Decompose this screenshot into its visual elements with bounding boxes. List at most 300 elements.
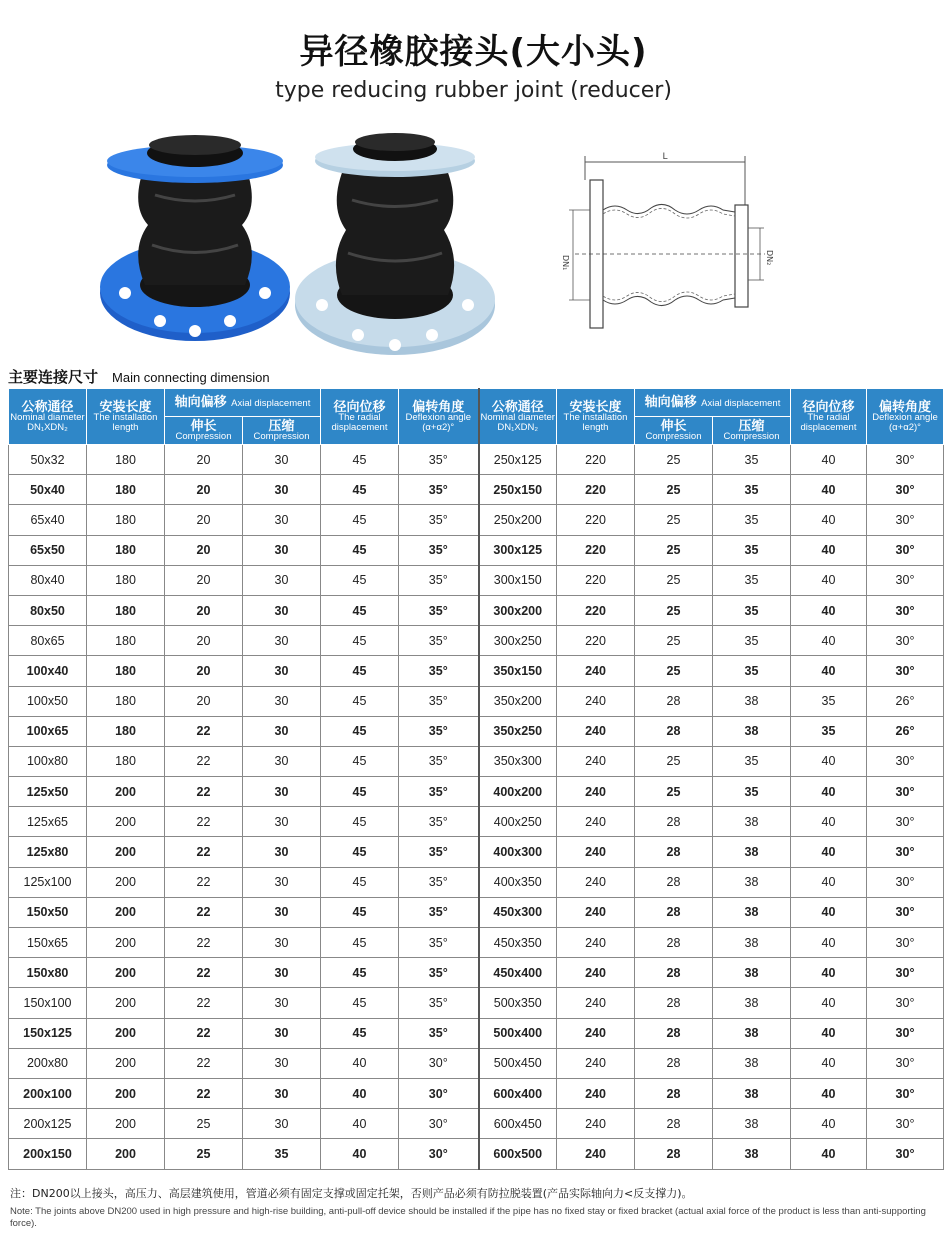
table-cell: 40 [791, 837, 867, 867]
table-cell: 22 [165, 1018, 243, 1048]
table-cell: 35 [713, 445, 791, 475]
table-cell: 200x80 [9, 1048, 87, 1078]
table-cell: 35° [399, 837, 479, 867]
table-cell: 30 [243, 656, 321, 686]
table-cell: 180 [87, 505, 165, 535]
table-cell: 38 [713, 1048, 791, 1078]
table-cell: 26° [867, 716, 944, 746]
table-cell: 30 [243, 445, 321, 475]
table-cell: 200 [87, 1048, 165, 1078]
table-cell: 200 [87, 837, 165, 867]
table-cell: 200x150 [9, 1139, 87, 1169]
table-cell: 28 [635, 1048, 713, 1078]
table-row [9, 716, 944, 746]
table-cell: 180 [87, 746, 165, 776]
table-cell: 30 [243, 626, 321, 656]
table-cell: 150x100 [9, 988, 87, 1018]
table-cell: 35° [399, 988, 479, 1018]
table-cell: 100x65 [9, 716, 87, 746]
table-cell: 22 [165, 807, 243, 837]
table-cell: 30 [243, 807, 321, 837]
table-cell: 28 [635, 1078, 713, 1108]
table-cell: 200 [87, 958, 165, 988]
table-cell: 220 [557, 595, 635, 625]
table-cell: 40 [791, 1018, 867, 1048]
table-cell: 25 [635, 595, 713, 625]
table-row [9, 777, 944, 807]
table-cell: 40 [791, 565, 867, 595]
table-row [9, 595, 944, 625]
table-cell: 28 [635, 928, 713, 958]
table-cell: 22 [165, 1048, 243, 1078]
table-cell: 20 [165, 565, 243, 595]
table-cell: 250x150 [479, 475, 557, 505]
table-cell: 28 [635, 837, 713, 867]
table-cell: 45 [321, 716, 399, 746]
table-cell: 45 [321, 928, 399, 958]
table-cell: 25 [635, 746, 713, 776]
table-cell: 20 [165, 656, 243, 686]
table-cell: 20 [165, 505, 243, 535]
table-cell: 100x80 [9, 746, 87, 776]
table-cell: 40 [791, 958, 867, 988]
table-cell: 40 [321, 1139, 399, 1169]
table-cell: 30° [867, 1018, 944, 1048]
table-cell: 500x450 [479, 1048, 557, 1078]
table-cell: 200 [87, 1078, 165, 1108]
table-cell: 30° [867, 958, 944, 988]
table-row [9, 897, 944, 927]
header-extension: 伸长 Compression [165, 417, 243, 445]
table-cell: 30° [867, 746, 944, 776]
table-row [9, 656, 944, 686]
table-cell: 220 [557, 475, 635, 505]
dn2-label: DN₂ [765, 250, 774, 266]
table-cell: 30° [867, 928, 944, 958]
table-cell: 400x200 [479, 777, 557, 807]
table-cell: 30 [243, 535, 321, 565]
table-cell: 100x40 [9, 656, 87, 686]
table-cell: 35 [713, 505, 791, 535]
table-cell: 38 [713, 807, 791, 837]
table-cell: 30 [243, 928, 321, 958]
table-cell: 30° [867, 505, 944, 535]
dimension-table [8, 388, 944, 1170]
table-cell: 150x50 [9, 897, 87, 927]
header-dn: 公称通径 Nominal diameter DN₁XDN₂ [9, 389, 87, 445]
table-cell: 35° [399, 1018, 479, 1048]
table-cell: 240 [557, 1048, 635, 1078]
table-cell: 600x500 [479, 1139, 557, 1169]
table-cell: 22 [165, 928, 243, 958]
table-cell: 500x350 [479, 988, 557, 1018]
table-row [9, 807, 944, 837]
table-cell: 240 [557, 1078, 635, 1108]
table-cell: 20 [165, 445, 243, 475]
table-cell: 22 [165, 746, 243, 776]
table-cell: 38 [713, 1109, 791, 1139]
table-row [9, 1018, 944, 1048]
table-cell: 30° [399, 1139, 479, 1169]
header-angle: 偏转角度 Deflexion angle (α+α2)° [399, 389, 479, 445]
table-row [9, 475, 944, 505]
table-cell: 28 [635, 1018, 713, 1048]
table-cell: 350x150 [479, 656, 557, 686]
table-cell: 450x400 [479, 958, 557, 988]
table-cell: 240 [557, 958, 635, 988]
table-cell: 35 [713, 475, 791, 505]
table-cell: 45 [321, 746, 399, 776]
table-cell: 200 [87, 777, 165, 807]
table-cell: 180 [87, 656, 165, 686]
table-cell: 150x65 [9, 928, 87, 958]
table-cell: 38 [713, 686, 791, 716]
table-cell: 30° [867, 475, 944, 505]
table-cell: 25 [635, 777, 713, 807]
header-radial: 径向位移 The radial displacement [321, 389, 399, 445]
table-cell: 30 [243, 505, 321, 535]
table-cell: 35 [791, 686, 867, 716]
table-cell: 40 [321, 1109, 399, 1139]
table-cell: 45 [321, 626, 399, 656]
table-cell: 25 [165, 1139, 243, 1169]
table-cell: 80x50 [9, 595, 87, 625]
table-cell: 22 [165, 716, 243, 746]
table-cell: 45 [321, 897, 399, 927]
table-cell: 30° [867, 988, 944, 1018]
table-cell: 28 [635, 1139, 713, 1169]
page-subtitle: type reducing rubber joint (reducer) [275, 78, 672, 103]
table-cell: 150x80 [9, 958, 87, 988]
table-cell: 35° [399, 626, 479, 656]
table-cell: 240 [557, 867, 635, 897]
length-label: L [662, 152, 668, 162]
table-cell: 125x50 [9, 777, 87, 807]
table-cell: 35° [399, 565, 479, 595]
table-cell: 40 [791, 595, 867, 625]
table-cell: 45 [321, 656, 399, 686]
table-cell: 200 [87, 897, 165, 927]
table-cell: 180 [87, 475, 165, 505]
table-cell: 30 [243, 867, 321, 897]
table-body [9, 445, 944, 1170]
table-cell: 30° [867, 595, 944, 625]
table-cell: 40 [791, 505, 867, 535]
table-cell: 40 [321, 1048, 399, 1078]
table-cell: 22 [165, 897, 243, 927]
table-cell: 50x32 [9, 445, 87, 475]
table-cell: 30 [243, 1018, 321, 1048]
table-cell: 45 [321, 837, 399, 867]
table-cell: 28 [635, 988, 713, 1018]
table-cell: 38 [713, 897, 791, 927]
table-row [9, 867, 944, 897]
table-cell: 300x200 [479, 595, 557, 625]
table-cell: 40 [791, 475, 867, 505]
table-cell: 35° [399, 475, 479, 505]
table-cell: 40 [321, 1078, 399, 1108]
table-cell: 35 [713, 565, 791, 595]
table-cell: 35° [399, 777, 479, 807]
table-cell: 350x200 [479, 686, 557, 716]
page-title: 异径橡胶接头(大小头) [299, 32, 648, 72]
table-cell: 30 [243, 897, 321, 927]
table-cell: 180 [87, 716, 165, 746]
header-compression: 压缩 Compression [243, 417, 321, 445]
section-title-en: Main connecting dimension [112, 370, 270, 385]
table-cell: 30 [243, 475, 321, 505]
table-cell: 200 [87, 807, 165, 837]
table-cell: 20 [165, 626, 243, 656]
table-cell: 38 [713, 988, 791, 1018]
table-cell: 30° [867, 867, 944, 897]
table-cell: 20 [165, 686, 243, 716]
table-cell: 35° [399, 746, 479, 776]
header-angle-2: 偏转角度 Deflexion angle (α+α2)° [867, 389, 944, 445]
table-cell: 28 [635, 686, 713, 716]
table-cell: 22 [165, 837, 243, 867]
table-cell: 25 [635, 565, 713, 595]
table-cell: 30° [399, 1048, 479, 1078]
header-axial: 轴向偏移 Axial displacement [165, 389, 321, 417]
table-cell: 22 [165, 777, 243, 807]
table-cell: 45 [321, 958, 399, 988]
table-cell: 38 [713, 1018, 791, 1048]
table-cell: 30 [243, 1048, 321, 1078]
table-cell: 35° [399, 686, 479, 716]
section-heading [8, 366, 270, 387]
header-axial-2: 轴向偏移 Axial displacement [635, 389, 791, 417]
table-cell: 30° [867, 535, 944, 565]
table-cell: 40 [791, 807, 867, 837]
table-cell: 20 [165, 595, 243, 625]
table-cell: 240 [557, 837, 635, 867]
table-cell: 80x65 [9, 626, 87, 656]
table-cell: 38 [713, 867, 791, 897]
header-length-2: 安装长度 The installation length [557, 389, 635, 445]
table-cell: 350x250 [479, 716, 557, 746]
table-cell: 25 [635, 505, 713, 535]
table-cell: 35° [399, 897, 479, 927]
table-cell: 35 [791, 716, 867, 746]
table-row [9, 958, 944, 988]
table-cell: 400x250 [479, 807, 557, 837]
table-cell: 38 [713, 1139, 791, 1169]
table-cell: 45 [321, 595, 399, 625]
table-cell: 35° [399, 807, 479, 837]
table-row [9, 565, 944, 595]
table-cell: 28 [635, 807, 713, 837]
table-cell: 40 [791, 777, 867, 807]
table-cell: 240 [557, 746, 635, 776]
table-row [9, 928, 944, 958]
table-cell: 40 [791, 626, 867, 656]
table-cell: 30 [243, 595, 321, 625]
table-cell: 45 [321, 867, 399, 897]
table-cell: 300x125 [479, 535, 557, 565]
table-cell: 25 [165, 1109, 243, 1139]
product-photo [100, 125, 495, 357]
table-cell: 40 [791, 867, 867, 897]
table-cell: 20 [165, 475, 243, 505]
table-row [9, 505, 944, 535]
table-cell: 45 [321, 807, 399, 837]
table-cell: 35° [399, 535, 479, 565]
table-cell: 40 [791, 535, 867, 565]
table-cell: 200 [87, 988, 165, 1018]
table-cell: 30 [243, 1078, 321, 1108]
table-row [9, 626, 944, 656]
table-cell: 38 [713, 958, 791, 988]
dimension-diagram [555, 150, 774, 330]
table-cell: 30° [867, 626, 944, 656]
table-cell: 30° [867, 1139, 944, 1169]
table-cell: 28 [635, 958, 713, 988]
table-cell: 200 [87, 1018, 165, 1048]
table-cell: 40 [791, 897, 867, 927]
table-cell: 65x40 [9, 505, 87, 535]
table-cell: 38 [713, 837, 791, 867]
table-cell: 240 [557, 1139, 635, 1169]
table-cell: 200 [87, 1139, 165, 1169]
table-cell: 180 [87, 626, 165, 656]
table-cell: 35° [399, 958, 479, 988]
table-cell: 125x100 [9, 867, 87, 897]
table-cell: 20 [165, 535, 243, 565]
table-cell: 38 [713, 716, 791, 746]
table-cell: 30° [867, 807, 944, 837]
table-cell: 200 [87, 928, 165, 958]
table-cell: 28 [635, 897, 713, 927]
table-cell: 30 [243, 565, 321, 595]
table-cell: 250x125 [479, 445, 557, 475]
table-cell: 450x350 [479, 928, 557, 958]
table-cell: 200 [87, 867, 165, 897]
header-length: 安装长度 The installation length [87, 389, 165, 445]
table-cell: 35 [713, 535, 791, 565]
table-cell: 220 [557, 626, 635, 656]
table-cell: 25 [635, 475, 713, 505]
table-row [9, 1048, 944, 1078]
table-cell: 35° [399, 505, 479, 535]
table-cell: 300x150 [479, 565, 557, 595]
table-cell: 240 [557, 777, 635, 807]
table-cell: 80x40 [9, 565, 87, 595]
note-chinese: 注：DN200以上接头，高压力、高层建筑使用，管道必须有固定支撑或固定托架，否则产品必须有防拉脱装置(产品实际轴向力<反支撑力)。 [10, 1187, 693, 1200]
table-cell: 45 [321, 777, 399, 807]
table-cell: 40 [791, 746, 867, 776]
table-cell: 180 [87, 686, 165, 716]
table-cell: 400x350 [479, 867, 557, 897]
table-row [9, 988, 944, 1018]
table-row [9, 445, 944, 475]
table-cell: 35 [713, 595, 791, 625]
table-cell: 35 [713, 656, 791, 686]
dn1-label: DN₁ [561, 255, 570, 271]
table-cell: 125x65 [9, 807, 87, 837]
table-cell: 40 [791, 1139, 867, 1169]
table-cell: 30° [867, 777, 944, 807]
table-cell: 45 [321, 445, 399, 475]
table-cell: 28 [635, 867, 713, 897]
table-cell: 200x100 [9, 1078, 87, 1108]
table-cell: 400x300 [479, 837, 557, 867]
table-cell: 22 [165, 867, 243, 897]
table-cell: 240 [557, 1018, 635, 1048]
table-cell: 30 [243, 1109, 321, 1139]
table-row [9, 1078, 944, 1108]
header-radial-2: 径向位移 The radial displacement [791, 389, 867, 445]
table-cell: 30° [867, 837, 944, 867]
table-cell: 25 [635, 535, 713, 565]
table-cell: 30 [243, 746, 321, 776]
table-cell: 28 [635, 716, 713, 746]
table-cell: 100x50 [9, 686, 87, 716]
table-cell: 45 [321, 535, 399, 565]
table-cell: 25 [635, 445, 713, 475]
table-cell: 30° [399, 1109, 479, 1139]
table-cell: 35° [399, 928, 479, 958]
table-cell: 40 [791, 928, 867, 958]
table-cell: 500x400 [479, 1018, 557, 1048]
table-row [9, 1109, 944, 1139]
table-cell: 30° [399, 1078, 479, 1108]
table-cell: 40 [791, 1109, 867, 1139]
table-cell: 300x250 [479, 626, 557, 656]
table-row [9, 535, 944, 565]
table-cell: 35 [713, 626, 791, 656]
table-cell: 180 [87, 565, 165, 595]
table-cell: 35° [399, 595, 479, 625]
table-row [9, 837, 944, 867]
note-english: Note: The joints above DN200 used in high pressure and high-rise building, anti-pull-off device should be installed if the pipe has no fixed stay or fixed bracket (actual axial force of the product is less than anti-supporting force). [10, 1206, 926, 1229]
table-cell: 45 [321, 505, 399, 535]
table-cell: 40 [791, 1048, 867, 1078]
table-cell: 38 [713, 1078, 791, 1108]
table-cell: 180 [87, 535, 165, 565]
table-cell: 240 [557, 656, 635, 686]
blue-rubber-joint-image [100, 135, 290, 341]
table-cell: 30° [867, 1109, 944, 1139]
table-cell: 150x125 [9, 1018, 87, 1048]
header-compression-2: 压缩 Compression [713, 417, 791, 445]
table-cell: 30° [867, 1048, 944, 1078]
section-title-cn: 主要连接尺寸 [8, 368, 99, 386]
table-cell: 40 [791, 1078, 867, 1108]
table-cell: 30 [243, 837, 321, 867]
table-cell: 35° [399, 867, 479, 897]
table-cell: 40 [791, 988, 867, 1018]
table-cell: 240 [557, 807, 635, 837]
table-cell: 450x300 [479, 897, 557, 927]
table-cell: 40 [791, 656, 867, 686]
table-cell: 30 [243, 988, 321, 1018]
table-cell: 125x80 [9, 837, 87, 867]
table-cell: 240 [557, 897, 635, 927]
table-cell: 30° [867, 897, 944, 927]
table-cell: 35 [713, 746, 791, 776]
table-cell: 28 [635, 1109, 713, 1139]
table-cell: 22 [165, 988, 243, 1018]
table-cell: 30 [243, 716, 321, 746]
table-cell: 250x200 [479, 505, 557, 535]
table-row [9, 1139, 944, 1169]
table-cell: 40 [791, 445, 867, 475]
table-cell: 350x300 [479, 746, 557, 776]
table-cell: 30° [867, 445, 944, 475]
table-cell: 240 [557, 716, 635, 746]
table-cell: 25 [635, 626, 713, 656]
